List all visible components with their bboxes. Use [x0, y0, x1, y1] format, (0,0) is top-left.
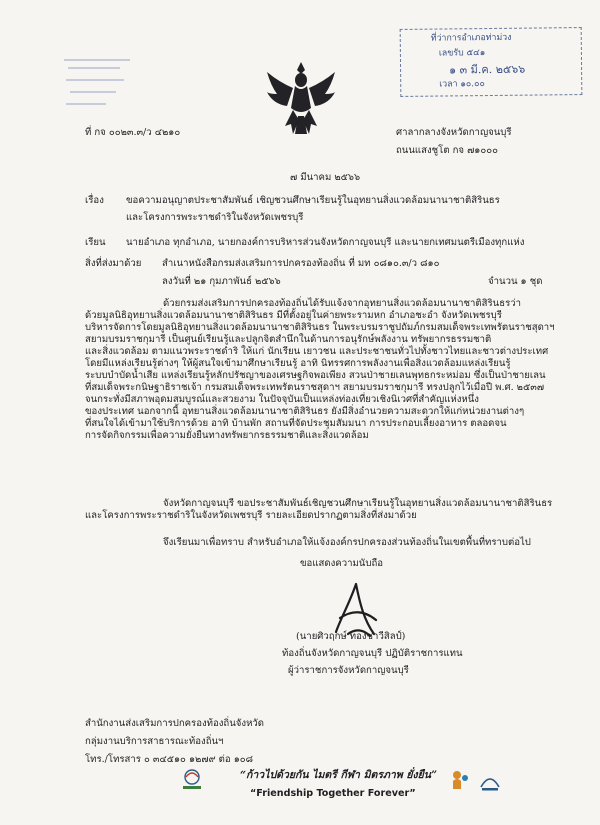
stamp-time: เวลา ๑๐.๐๐ [439, 79, 485, 90]
slogan-thai: “ก้าวไปด้วยกัน ไมตรี กีฬา มิตรภาพ ยั่งยืน” [240, 769, 438, 781]
to-label: เรียน [85, 237, 106, 248]
province-logo-left-icon [180, 767, 204, 791]
stamp-office: ที่ว่าการอำเภอท่าม่วง [430, 32, 512, 44]
subject-line-1: ขอความอนุญาตประชาสัมพันธ์ เชิญชวนศึกษาเรียนรู้ในอุทยานสิ่งแวดล้อมนานาชาติสิรินธร [126, 195, 500, 206]
signer-title-2: ผู้ว่าราชการจังหวัดกาญจนบุรี [288, 665, 409, 676]
office-name: ศาลากลางจังหวัดกาญจนบุรี [396, 127, 512, 138]
subject-label: เรื่อง [85, 195, 104, 206]
enclosure-line-2: ลงวันที่ ๒๑ กุมภาพันธ์ ๒๕๖๖ [162, 276, 281, 287]
to-recipients: นายอำเภอ ทุกอำเภอ, นายกองค์การบริหารส่วนจังหวัดกาญจนบุรี และนายกเทศมนตรีเมืองทุกแห่ง [126, 237, 525, 248]
stamp-date: ๑ ๓ มี.ค. ๒๕๖๖ [449, 62, 526, 77]
footer-office: สำนักงานส่งเสริมการปกครองท้องถิ่นจังหวัด [85, 718, 265, 729]
enclosure-label: สิ่งที่ส่งมาด้วย [85, 258, 142, 269]
document-number: ที่ กจ ๐๐๒๓.๓/ว ๔๒๑๐ [85, 127, 181, 138]
office-address: ถนนแสงชูโต กจ ๗๑๐๐๐ [396, 145, 498, 156]
letter-date: ๗ มีนาคม ๒๕๖๖ [290, 172, 361, 183]
enclosure-count: จำนวน ๑ ชุด [488, 276, 543, 287]
body-paragraph-1: ด้วยกรมส่งเสริมการปกครองท้องถิ่นได้รับแจ้งจากอุทยานสิ่งแวดล้อมนานาชาติสิรินธรว่า ด้วยมูลนิธิอุทยานสิ่งแวดล้อมนานาชาติสิรินธร มีที่ตั้งอยู่ในค่ายพระรามหก อำเภอชะอำ จังหวัดเพชรบุรี บริหารจัดการโดยมูลนิธิอุทยานสิ่งแวดล้อมนานาชาติสิรินธร ในพระบรมราชูปถัมภ์กรมสมเด็จพระเทพรัตนราชสุดาฯ สยามบรมราชกุมารี เป็นศูนย์เรียนรู้และปลูกจิตสำนึกในด้านการอนุรักษ์พลังงาน ทรัพยากรธรรมชาติ และสิ่งแวดล้อม ตามแนวพระราชดำริ ให้แก่ นักเรียน เยาวชน และประชาชนทั่วไปทั้งชาวไทยและชาวต่างประเทศ โดยมีแหล่งเรียนรู้ต่างๆ ให้ผู้สนใจเข้ามาศึกษาเรียนรู้ อาทิ นิทรรศการพลังงานเพื่อสิ่งแวดล้อมแหล่งเรียนรู้ ระบบบำบัดน้ำเสีย แหล่งเรียนรู้หลักปรัชญาของเศรษฐกิจพอเพียง สวนป่าชายเลนพุทธกระหม่อม ซึ่งเป็นป่าชายเลน ที่สมเด็จพระกนิษฐาธิราชเจ้า กรมสมเด็จพระเทพรัตนราชสุดาฯ สยามบรมราชกุมารี ทรงปลูกไว้เมื่อปี พ.ศ. ๒๕๓๗ จนกระทั่งมีสภาพอุดมสมบูรณ์และสวยงาม ในปัจจุบันเป็นแหล่งท่องเที่ยวเชิงนิเวศที่สำคัญแห่งหนึ่ง ของประเทศ นอกจากนี้ อุทยานสิ่งแวดล้อมนานาชาติสิรินธร ยังมีสิ่งอำนวยความสะดวกให้แก่หน่วยงานต่างๆ ที่สนใจได้เข้ามาใช้บริการด้วย อาทิ บ้านพัก สถานที่จัดประชุมสัมมนา การประกอบเลี้ยงอาหาร ตลอดจน การจัดกิจกรรมเพื่อความยั่งยืนทางทรัพยากรธรรมชาติและสิ่งแวดล้อม [85, 298, 555, 441]
event-logo-right-icon [478, 769, 502, 793]
enclosure-line-1: สำเนาหนังสือกรมส่งเสริมการปกครองท้องถิ่น ที่ มท ๐๘๑๐.๓/ว ๘๑๐ [162, 258, 440, 269]
receiving-stamp [400, 27, 583, 97]
stamp-number: เลขรับ ๕๔๑ [438, 48, 486, 59]
signer-name: (นายศิวฤกษ์ ทองชาวีสิลป์) [296, 631, 406, 642]
garuda-emblem-icon [265, 60, 337, 138]
footer-group: กลุ่มงานบริการสาธารณะท้องถิ่นฯ [85, 736, 224, 747]
body-paragraph-2: จังหวัดกาญจนบุรี ขอประชาสัมพันธ์เชิญชวนศึกษาเรียนรู้ในอุทยานสิ่งแวดล้อมนานาชาติสิรินธร และโครงการพระราชดำริในจังหวัดเพชรบุรี รายละเอียดปรากฏตามสิ่งที่ส่งมาด้วย [85, 498, 553, 521]
closing-regards: ขอแสดงความนับถือ [300, 558, 384, 569]
subject-line-2: และโครงการพระราชดำริในจังหวัดเพชรบุรี [126, 212, 304, 223]
slogan-english: “Friendship Together Forever” [250, 788, 416, 799]
mascot-logo-icon [448, 767, 472, 791]
faded-stamp-icon [60, 52, 138, 114]
signer-title-1: ท้องถิ่นจังหวัดกาญจนบุรี ปฏิบัติราชการแทน [282, 648, 463, 659]
footer-phone: โทร./โทรสาร ๐ ๓๔๕๑๐ ๑๒๗๙ ต่อ ๑๐๘ [85, 754, 254, 765]
body-paragraph-3: จึงเรียนมาเพื่อทราบ สำหรับอำเภอให้แจ้งองค์กรปกครองส่วนท้องถิ่นในเขตพื้นที่ทราบต่อไป [163, 537, 531, 548]
